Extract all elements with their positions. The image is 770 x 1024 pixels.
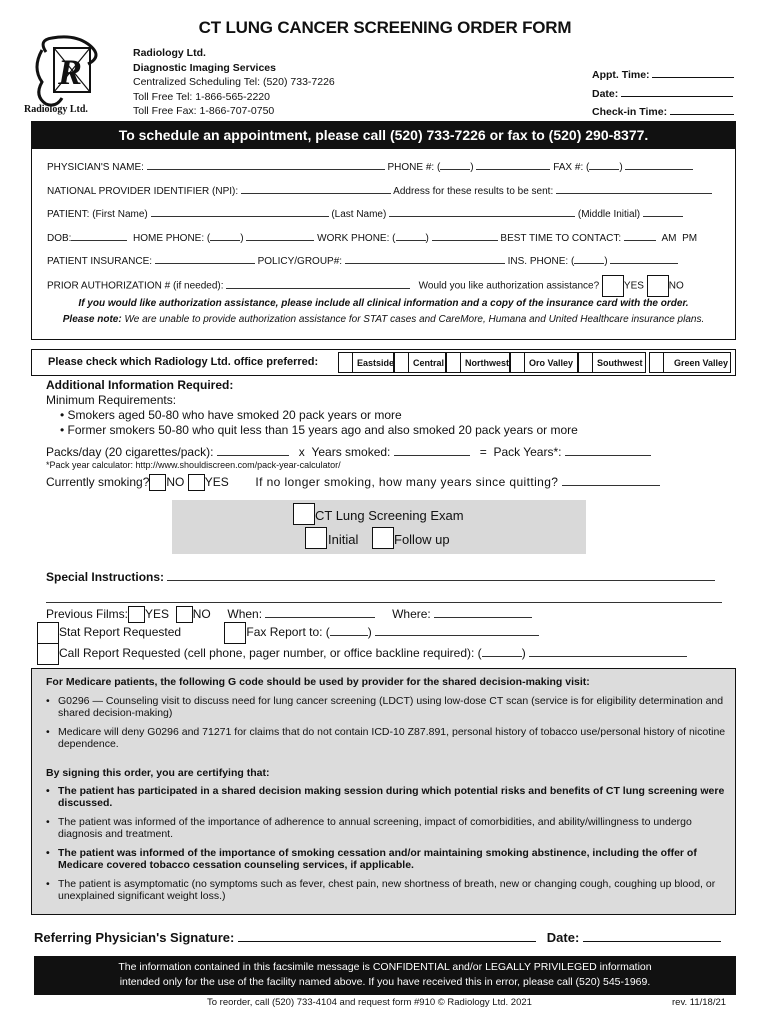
phone-area-field[interactable] [440, 160, 470, 170]
previous-no-checkbox[interactable] [176, 606, 193, 623]
list-item: • The patient was informed of the importance of adherence to annual screening, impact of comorbidities, and ability/willingness to undergo diagnosis and treatment. [46, 816, 726, 840]
middle-initial-label: (Middle Initial) [577, 209, 641, 220]
dob-row [47, 231, 697, 244]
exam-title: CT Lung Screening Exam [315, 508, 464, 523]
follow-up-label: Follow up [394, 532, 450, 547]
stat-report-label: Stat Report Requested [59, 625, 182, 640]
patient-first-field[interactable] [151, 207, 329, 217]
special-instructions-label: Special Instructions: [46, 570, 165, 584]
fax-label: FAX #: ( [553, 162, 590, 173]
signature-label: Referring Physician's Signature: [34, 930, 235, 945]
smoking-yes-checkbox[interactable] [188, 474, 205, 491]
auth-yes-label: YES [623, 280, 644, 292]
office-option-label: Central [413, 358, 445, 368]
checkin-time-field[interactable] [670, 104, 734, 115]
reorder-note: To reorder, call (520) 733-4104 and request form #910 © Radiology Ltd. 2021 [207, 997, 532, 1008]
last-name-label: (Last Name) [331, 209, 387, 220]
previous-films-row [46, 606, 532, 623]
fax-report-checkbox[interactable] [224, 622, 246, 644]
phone-close: ) [470, 162, 474, 173]
office-option-label: Green Valley [674, 358, 729, 368]
fax-report-field[interactable] [375, 624, 539, 636]
list-item: • The patient is asymptomatic (no symptoms such as fever, chest pain, new shortness of breath, new or changing cough, coughing up blood, or unexplained significant weight loss.) [46, 878, 726, 902]
call-report-field[interactable] [529, 645, 687, 657]
fax-field[interactable] [625, 160, 693, 170]
ins-phone-area-field[interactable] [574, 254, 604, 264]
home-phone-close: ) [240, 233, 244, 244]
tollfree-fax: Toll Free Fax: 1-866-707-0750 [133, 105, 275, 117]
call-report-label: Call Report Requested (cell phone, pager number, or office backline required): ( [59, 646, 482, 661]
pack-year-calculator-note: *Pack year calculator: http://www.shouldiscreen.com/pack-year-calculator/ [46, 460, 341, 470]
office-label: Please check which Radiology Ltd. office preferred: [48, 356, 319, 368]
radiology-ltd-logo [28, 34, 108, 114]
packs-day-field[interactable] [217, 444, 289, 456]
assist-note: If you would like authorization assistance, please include all clinical information and a copy of the insurance card with the order. [78, 298, 689, 309]
office-preference-bar [31, 349, 736, 376]
office-option-label: Eastside [357, 358, 395, 368]
phone-field[interactable] [476, 160, 550, 170]
physician-row [47, 160, 693, 173]
company-division: Diagnostic Imaging Services [133, 61, 276, 74]
phone-label: PHONE #: ( [387, 162, 441, 173]
signature-date-field[interactable] [583, 929, 721, 942]
stat-report-row [37, 622, 539, 644]
special-instructions-field[interactable] [167, 569, 715, 581]
checkbox[interactable] [338, 352, 353, 373]
tollfree-tel: Toll Free Tel: 1-866-565-2220 [133, 90, 270, 103]
checkbox[interactable] [446, 352, 461, 373]
insurance-row [47, 254, 678, 267]
scheduling-phone: Centralized Scheduling Tel: (520) 733-7226 [133, 76, 335, 88]
middle-initial-field[interactable] [643, 207, 683, 217]
dob-label: DOB: [47, 233, 72, 244]
pack-years-field[interactable] [565, 444, 651, 456]
currently-smoking-row [46, 474, 660, 491]
requirement-item: • Former smokers 50-80 who quit less than 15 years ago and also smoked 20 pack years or more [60, 423, 578, 437]
checkbox[interactable] [649, 352, 664, 373]
equals-sign: = [479, 445, 487, 459]
address-results-field[interactable] [556, 184, 712, 194]
confidential-line-2: intended only for the use of the facility named above. If you have received this in error, please call (520) 545-1969. [119, 976, 651, 988]
appt-date-label: Date: [592, 87, 619, 100]
svg-text:R: R [58, 52, 83, 92]
initial-checkbox[interactable] [305, 527, 327, 549]
office-option-central[interactable] [394, 352, 446, 373]
prior-auth-row [47, 275, 684, 297]
company-info [133, 46, 335, 119]
special-instructions-field-2[interactable] [46, 594, 722, 603]
fax-report-label: Fax Report to: ( [246, 625, 330, 640]
ins-phone-field[interactable] [610, 254, 678, 264]
best-time-field[interactable] [624, 231, 656, 241]
physician-name-field[interactable] [147, 160, 385, 170]
auth-no-label: NO [668, 280, 684, 292]
prior-auth-field[interactable] [226, 279, 410, 289]
call-report-checkbox[interactable] [37, 643, 59, 665]
medicare-box [31, 668, 736, 915]
home-phone-field[interactable] [246, 231, 314, 241]
pm-option[interactable]: PM [682, 233, 698, 244]
requirement-item: • Smokers aged 50-80 who have smoked 20 pack years or more [60, 408, 402, 422]
auth-assist-label: Would you like authorization assistance? [418, 280, 600, 292]
special-instructions [46, 569, 722, 606]
work-phone-field[interactable] [432, 231, 498, 241]
physician-name-label: PHYSICIAN'S NAME: [47, 162, 144, 173]
checkbox[interactable] [578, 352, 593, 373]
checkbox[interactable] [394, 352, 409, 373]
address-results-label: Address for these results to be sent: [393, 186, 554, 197]
currently-smoking-label: Currently smoking? [46, 475, 150, 489]
confidential-line-1: The information contained in this facsimile message is CONFIDENTIAL and/or LEGALLY PRIVILEGED information [118, 961, 652, 973]
where-field[interactable] [434, 606, 532, 618]
am-option[interactable]: AM [661, 233, 677, 244]
please-note-text: We are unable to provide authorization assistance for STAT cases and CareMore, Humana and United Healthcare insurance plans. [124, 314, 705, 325]
office-option-label: Northwest [465, 358, 510, 368]
previous-no-label: NO [192, 607, 211, 621]
where-label: Where: [392, 607, 431, 621]
previous-yes-label: YES [145, 607, 170, 621]
npi-label: NATIONAL PROVIDER IDENTIFIER (NPI): [47, 186, 239, 197]
times-sign: x [298, 445, 305, 459]
list-item: • G0296 — Counseling visit to discuss need for lung cancer screening (LDCT) using low-dose CT scan (service is for eligibility determination and shared decision-making) [46, 695, 726, 719]
patient-first-label: PATIENT: (First Name) [47, 209, 148, 220]
pack-years-label: Pack Years*: [493, 445, 562, 459]
policy-field[interactable] [345, 254, 505, 264]
medicare-heading: For Medicare patients, the following G code should be used by provider for the shared decision-making visit: [46, 676, 590, 688]
page-title: CT LUNG CANCER SCREENING ORDER FORM [198, 18, 572, 37]
ct-screening-checkbox[interactable] [293, 503, 315, 525]
requirement-text: Smokers aged 50-80 who have smoked 20 pack years or more [67, 408, 402, 422]
quit-years-field[interactable] [562, 474, 660, 486]
work-phone-area-field[interactable] [396, 231, 426, 241]
pack-years-row [46, 444, 651, 459]
fax-close: ) [619, 162, 623, 173]
packs-day-label: Packs/day (20 cigarettes/pack): [46, 445, 214, 459]
office-option-oro-valley[interactable] [510, 352, 578, 373]
list-item: • The patient was informed of the importance of smoking cessation and/or maintaining smoking abstinence, including the offer of Medicare covered tobacco cessation counseling services, if applicable. [46, 847, 726, 871]
call-report-area-field[interactable] [482, 645, 522, 657]
office-option-northwest[interactable] [446, 352, 510, 373]
revision-date: rev. 11/18/21 [672, 997, 727, 1008]
office-option-label: Oro Valley [529, 358, 574, 368]
list-item: • The patient has participated in a shared decision making session during which potential risks and benefits of CT lung screening were discussed. [46, 785, 726, 809]
list-item: • Medicare will deny G0296 and 71271 for claims that do not contain ICD-10 Z87.891, personal history of tobacco use/personal history of nicotine dependence. [46, 726, 726, 750]
fax-area-field[interactable] [589, 160, 619, 170]
certify-list [46, 785, 726, 909]
ins-phone-close: ) [604, 256, 608, 267]
best-time-label: BEST TIME TO CONTACT: [500, 233, 622, 244]
initial-label: Initial [328, 532, 359, 547]
insurance-label: PATIENT INSURANCE: [47, 256, 153, 267]
follow-up-checkbox[interactable] [372, 527, 394, 549]
prior-auth-label: PRIOR AUTHORIZATION # (if needed): [47, 280, 224, 292]
call-report-close: ) [521, 646, 526, 661]
home-phone-area-field[interactable] [210, 231, 240, 241]
npi-row [47, 184, 712, 197]
certify-heading: By signing this order, you are certifying that: [46, 767, 270, 779]
work-phone-close: ) [425, 233, 429, 244]
signature-date-label: Date: [546, 930, 580, 945]
office-option-label: Southwest [597, 358, 643, 368]
additional-info [46, 378, 578, 438]
npi-field[interactable] [241, 184, 391, 194]
years-smoked-label: Years smoked: [311, 445, 391, 459]
signature-row [34, 929, 721, 945]
smoking-no-checkbox[interactable] [149, 474, 166, 491]
fax-report-close: ) [367, 625, 372, 640]
insurance-field[interactable] [155, 254, 255, 264]
appt-time-label: Appt. Time: [592, 69, 650, 81]
work-phone-label: WORK PHONE: ( [317, 233, 396, 244]
appt-time-field[interactable] [652, 67, 734, 78]
min-req-label: Minimum Requirements: [46, 393, 177, 407]
additional-heading: Additional Information Required: [46, 378, 234, 392]
years-smoked-field[interactable] [394, 444, 470, 456]
office-option-eastside[interactable] [338, 352, 394, 373]
medicare-list [46, 695, 726, 757]
company-name: Radiology Ltd. [133, 47, 206, 59]
please-note-label: Please note: [62, 314, 122, 325]
auth-yes-checkbox[interactable] [602, 275, 624, 297]
previous-yes-checkbox[interactable] [128, 606, 145, 623]
schedule-banner: To schedule an appointment, please call (520) 733-7226 or fax to (520) 290-8377. [31, 121, 736, 149]
confidential-footer [34, 956, 736, 995]
smoking-no-label: NO [166, 475, 185, 489]
appt-date-field[interactable] [621, 86, 733, 97]
patient-name-row [47, 207, 683, 220]
office-option-southwest[interactable] [578, 352, 646, 373]
smoking-yes-label: YES [204, 475, 229, 489]
auth-no-checkbox[interactable] [647, 275, 669, 297]
please-note [31, 314, 736, 325]
signature-field[interactable] [238, 929, 536, 942]
when-label: When: [227, 607, 263, 621]
logo-caption: Radiology Ltd. [24, 104, 88, 115]
checkbox[interactable] [510, 352, 525, 373]
checkin-time-label: Check-in Time: [592, 106, 668, 118]
dob-field[interactable] [71, 231, 127, 241]
patient-info-box [31, 149, 736, 340]
policy-label: POLICY/GROUP#: [257, 256, 343, 267]
when-field[interactable] [265, 606, 375, 618]
call-report-row [37, 643, 687, 665]
quit-question-label: If no longer smoking, how many years since quitting? [255, 475, 559, 489]
previous-films-label: Previous Films: [46, 607, 129, 621]
office-option-green-valley[interactable] [649, 352, 731, 373]
last-name-field[interactable] [389, 207, 575, 217]
ins-phone-label: INS. PHONE: ( [507, 256, 575, 267]
requirement-text: Former smokers 50-80 who quit less than 15 years ago and also smoked 20 pack years or more [67, 423, 578, 437]
appointment-block [592, 66, 734, 122]
exam-box [172, 500, 586, 554]
stat-report-checkbox[interactable] [37, 622, 59, 644]
home-phone-label: HOME PHONE: ( [133, 233, 211, 244]
fax-report-area-field[interactable] [330, 624, 368, 636]
